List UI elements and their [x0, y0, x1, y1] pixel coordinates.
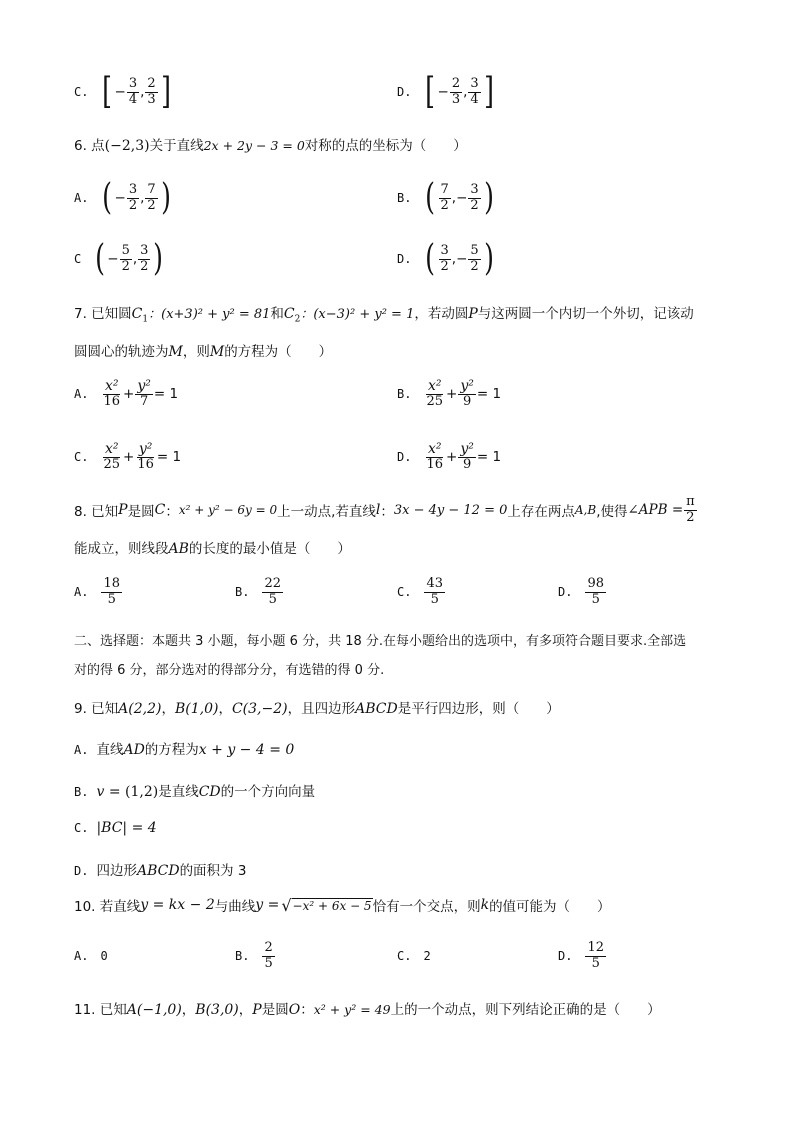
fraction: $\frac{7}{2}$ — [440, 181, 449, 213]
fraction: $\frac{3}{2}$ — [440, 242, 449, 274]
section-2-instructions-line2: 对的得 6 分，部分选对的得部分分，有选错的得 0 分. — [74, 663, 385, 678]
q10-option-b: B. $\frac{2}{5}$ — [235, 939, 273, 971]
right-bracket: ] — [160, 71, 171, 112]
q8-stem-line1: 8. 已知 P 是圆 C ： x² + y² − 6y = 0 上一动点,若直线 l ： 3x − 4y − 12 = 0 上存在两点 A,B ,使得 ∠APB = $\frac{\pi}{2}$ — [74, 493, 695, 525]
right-bracket: ] — [483, 71, 494, 112]
section-2-instructions-line1: 二、选择题：本题共 3 小题，每小题 6 分，共 18 分.在每小题给出的选项中，有多项符合题目要求.全部选 — [74, 634, 687, 649]
fraction: $\frac{\text{y²}}{7}$ — [137, 377, 151, 410]
q7-option-c: C. $\frac{\text{x²}}{25}$ + $\frac{\text{y²}}{16}$ = 1 — [74, 440, 182, 473]
fraction: $\frac{7}{2}$ — [147, 181, 156, 213]
fraction: $\frac{18}{5}$ — [103, 575, 120, 607]
fraction: $\frac{\text{y²}}{9}$ — [460, 440, 474, 473]
fraction: $\frac{\text{y²}}{9}$ — [460, 377, 474, 410]
minus-sign: − — [437, 84, 449, 100]
fraction: $\frac{12}{5}$ — [587, 939, 604, 971]
q10-stem: 10. 若直线 y = kx − 2 与曲线 y = √ −x² + 6x − 5 恰有一个交点，则 k 的值可能为（ ） — [74, 895, 611, 915]
fraction: $\frac{\text{y²}}{16}$ — [137, 440, 154, 473]
q6-stem: 6. 点(−2,3)关于直线2x + 2y − 3 = 0对称的点的坐标为（ ） — [74, 138, 467, 154]
q6-option-d: D. ( $\frac{3}{2}$ , − $\frac{5}{2}$ ) — [397, 238, 494, 279]
fraction: $\frac{3}{4}$ — [470, 75, 479, 107]
q9-option-b: B. v = (1,2)是直线CD的一个方向向量 — [74, 784, 316, 800]
q9-option-d: D. 四边形ABCD的面积为 3 — [74, 863, 247, 879]
q5-option-d: D. [ − $\frac{2}{3}$ , $\frac{3}{4}$ ] — [397, 71, 494, 112]
q8-option-b: B. $\frac{22}{5}$ — [235, 575, 281, 607]
option-label: D. — [397, 85, 412, 99]
q10-option-d: D. $\frac{12}{5}$ — [558, 939, 604, 971]
option-label: C. — [74, 85, 89, 99]
fraction: $\frac{\text{x²}}{16}$ — [426, 440, 443, 473]
fraction: $\frac{3}{2}$ — [140, 242, 149, 274]
q8-option-d: D. $\frac{98}{5}$ — [558, 575, 604, 607]
fraction: $\frac{2}{5}$ — [264, 939, 273, 971]
fraction: $\frac{2}{3}$ — [147, 75, 156, 107]
q8-option-a: A. $\frac{18}{5}$ — [74, 575, 120, 607]
fraction: $\frac{43}{5}$ — [426, 575, 443, 607]
fraction: $\frac{\text{x²}}{16}$ — [103, 377, 120, 410]
q9-option-c: C. |BC| = 4 — [74, 820, 157, 836]
vector-v: v — [96, 784, 105, 800]
q7-option-a: A. $\frac{\text{x²}}{16}$ + $\frac{\text{y²}}{7}$ = 1 — [74, 377, 179, 410]
q9-stem: 9. 已知A(2,2)，B(1,0)，C(3,−2)，且四边形ABCD是平行四边形，则（ ） — [74, 701, 560, 717]
q6-option-c: C ( − $\frac{5}{2}$ , $\frac{3}{2}$ ) — [74, 238, 164, 279]
q8-option-c: C. $\frac{43}{5}$ — [397, 575, 443, 607]
q6-option-a: A. ( − $\frac{3}{2}$ , $\frac{7}{2}$ ) — [74, 177, 171, 218]
pi-over-two: $\frac{\pi}{2}$ — [686, 493, 695, 525]
q6-option-b: B. ( $\frac{7}{2}$ , − $\frac{3}{2}$ ) — [397, 177, 494, 218]
fraction: $\frac{98}{5}$ — [587, 575, 604, 607]
fraction: $\frac{5}{2}$ — [121, 242, 130, 274]
q10-option-a: A. 0 — [74, 949, 108, 963]
q7-stem-line2: 圆圆心的轨迹为M，则M的方程为（ ） — [74, 344, 333, 360]
q7-option-d: D. $\frac{\text{x²}}{16}$ + $\frac{\text{y²}}{9}$ = 1 — [397, 440, 502, 473]
fraction: $\frac{3}{2}$ — [470, 181, 479, 213]
left-bracket: [ — [425, 71, 436, 112]
sqrt-radical: √ — [281, 895, 292, 915]
left-bracket: [ — [102, 71, 113, 112]
fraction: $\frac{22}{5}$ — [264, 575, 281, 607]
fraction: $\frac{2}{3}$ — [451, 75, 461, 107]
q8-stem-line2: 能成立，则线段AB的长度的最小值是（ ） — [74, 541, 351, 557]
q7-stem-line1: 7. 已知圆$C_1$：(x+3)² + y² = 81和$C_2$：(x−3)² + y² = 1，若动圆P与这两圆一个内切一个外切，记该动 — [74, 306, 694, 325]
q9-option-a: A. 直线AD的方程为x + y − 4 = 0 — [74, 742, 295, 758]
q11-stem: 11. 已知A(−1,0)，B(3,0)，P是圆O：x² + y² = 49上的一个动点，则下列结论正确的是（ ） — [74, 1002, 661, 1018]
fraction: $\frac{3}{2}$ — [128, 181, 138, 213]
fraction: $\frac{\text{x²}}{25}$ — [426, 377, 443, 410]
minus-sign: − — [114, 84, 126, 100]
q5-option-c: C. [ − $\frac{3}{4}$ , $\frac{2}{3}$ ] — [74, 71, 171, 112]
q7-option-b: B. $\frac{\text{x²}}{25}$ + $\frac{\text{y²}}{9}$ = 1 — [397, 377, 502, 410]
fraction: $\frac{5}{2}$ — [470, 242, 479, 274]
q10-option-c: C. 2 — [397, 949, 431, 963]
fraction: $\frac{3}{4}$ — [128, 75, 138, 107]
fraction: $\frac{\text{x²}}{25}$ — [103, 440, 120, 473]
